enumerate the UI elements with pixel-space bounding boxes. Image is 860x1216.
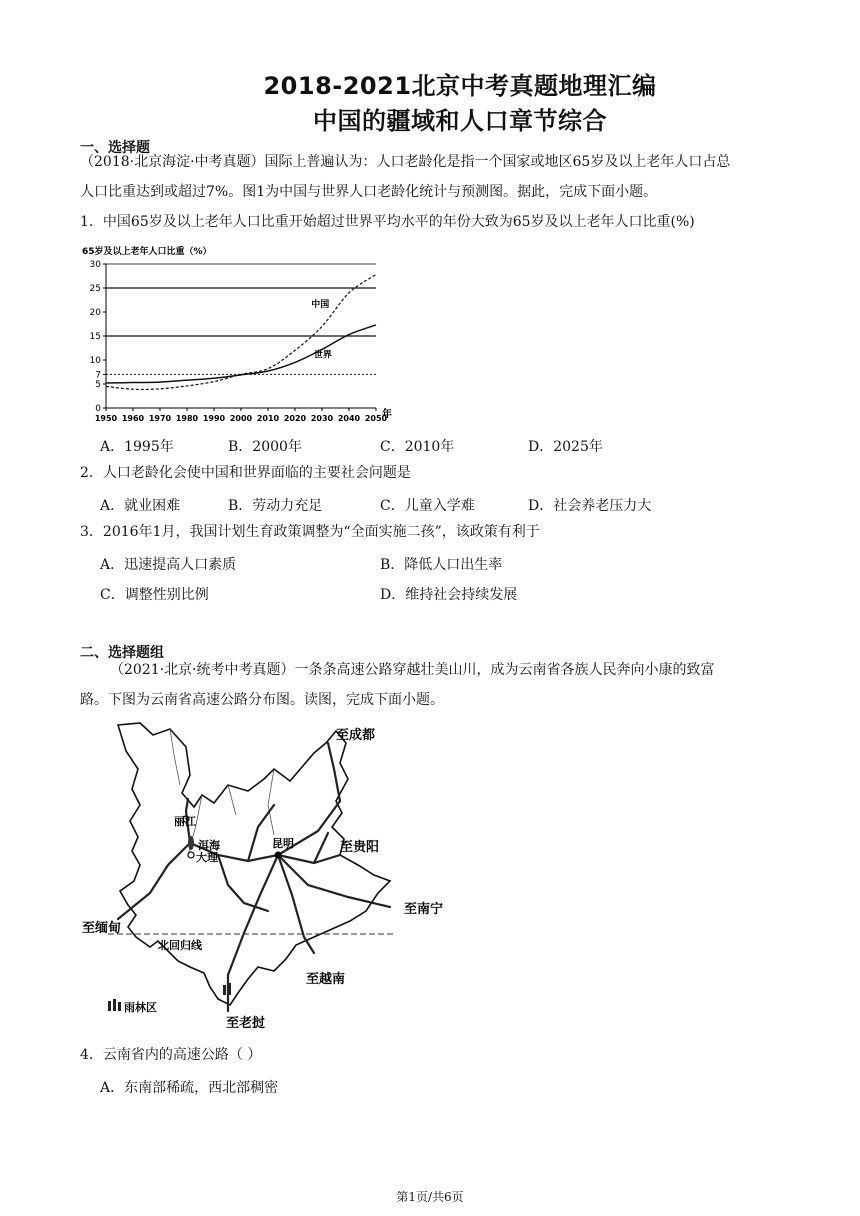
series-line-china	[106, 275, 376, 390]
yunnan-highway-map	[78, 715, 498, 1035]
section1-intro-line2: 人口比重达到或超过7%。图1为中国与世界人口老龄化统计与预测图。据此，完成下面小题。	[80, 184, 658, 200]
kunming-dot	[275, 852, 282, 859]
label-dali: 大理	[196, 851, 218, 864]
y-tick-label: 5	[95, 380, 101, 390]
y-tick-label: 10	[89, 356, 101, 366]
q2-option-b[interactable]: B．劳动力充足	[228, 498, 323, 514]
page-subtitle: 中国的疆域和人口章节综合	[313, 107, 607, 135]
x-tick-label: 2010	[256, 414, 280, 423]
q3-option-d[interactable]: D．维持社会持续发展	[380, 587, 518, 603]
q3-option-b[interactable]: B．降低人口出生率	[380, 557, 503, 573]
y-tick-label: 25	[89, 284, 101, 294]
x-tick-label: 2030	[310, 414, 334, 423]
label-to-chengdu: 至成都	[336, 728, 376, 743]
q3-option-a[interactable]: A．迅速提高人口素质	[100, 557, 237, 573]
x-tick-label: 1950	[94, 414, 118, 423]
province-outline	[118, 723, 390, 1005]
x-tick-label: 2040	[337, 414, 361, 423]
y-tick-label: 7	[95, 370, 101, 381]
y-tick-label: 30	[89, 260, 101, 270]
q4-option-a[interactable]: A．东南部稀疏，西北部稠密	[100, 1080, 279, 1096]
x-tick-label: 1970	[148, 414, 172, 423]
y-tick-label: 0	[95, 404, 101, 414]
q3-option-c[interactable]: C．调整性别比例	[100, 587, 209, 603]
section1-intro-line1: （2018·北京海淀·中考真题）国际上普遍认为：人口老龄化是指一个国家或地区65岁及以上老年人口占总	[80, 154, 731, 170]
y-tick-label: 20	[89, 308, 101, 318]
section-heading-group: 二、选择题组	[80, 645, 164, 661]
q1-option-d[interactable]: D．2025年	[528, 439, 603, 455]
x-tick-label: 1990	[202, 414, 226, 423]
x-tick-label: 1980	[175, 414, 199, 423]
label-rainforest: 雨林区	[124, 1001, 157, 1014]
q3-stem: 3．2016年1月，我国计划生育政策调整为“全面实施二孩”，该政策有利于	[80, 524, 540, 540]
q1-option-c[interactable]: C．2010年	[380, 439, 455, 455]
label-tropic: 北回归线	[158, 939, 202, 952]
section2-intro-line1: （2021·北京·统考中考真题）一条条高速公路穿越壮美山川，成为云南省各族人民奔向小康的致富	[110, 662, 715, 678]
q2-option-c[interactable]: C．儿童入学难	[380, 498, 475, 514]
section-heading-choice: 一、选择题	[80, 140, 150, 156]
label-erhai: 洱海	[198, 839, 220, 852]
x-axis-unit: 年	[382, 409, 392, 420]
label-to-nanning: 至南宁	[404, 902, 444, 917]
x-tick-label: 1960	[121, 414, 145, 423]
series-label-world: 世界	[313, 350, 332, 361]
x-tick-label: 2050	[364, 414, 388, 423]
q2-option-a[interactable]: A．就业困难	[100, 498, 181, 514]
x-tick-label: 2020	[283, 414, 307, 423]
label-to-laos: 至老挝	[226, 1016, 266, 1031]
q1-option-a[interactable]: A．1995年	[100, 439, 174, 455]
erhai-lake	[188, 836, 194, 850]
page-number: 第1页/共6页	[396, 1190, 464, 1204]
highway-west-link	[218, 855, 268, 911]
q2-stem: 2．人口老龄化会使中国和世界面临的主要社会问题是	[80, 465, 411, 481]
q1-stem: 1．中国65岁及以上老年人口比重开始超过世界平均水平的年份大致为65岁及以上老年人口比重(%)	[80, 214, 695, 230]
q2-option-d[interactable]: D．社会养老压力大	[528, 498, 652, 514]
page-title: 2018-2021北京中考真题地理汇编	[263, 72, 657, 100]
dali-dot	[188, 852, 194, 858]
label-to-vietnam: 至越南	[306, 972, 346, 987]
label-to-guiyang: 至贵阳	[340, 840, 380, 855]
q1-option-b[interactable]: B．2000年	[228, 439, 302, 455]
label-lijiang: 丽江	[174, 815, 196, 828]
chart-title: 65岁及以上老年人口比重（%）	[82, 247, 212, 257]
y-tick-label: 15	[89, 332, 101, 342]
highway-to-vietnam	[278, 855, 314, 953]
q4-stem: 4．云南省内的高速公路（ ）	[80, 1047, 262, 1063]
highway-to-laos	[228, 855, 278, 1011]
label-to-myanmar: 至缅甸	[82, 921, 122, 936]
aging-chart	[78, 240, 418, 425]
highway-to-myanmar	[118, 843, 190, 919]
section2-intro-line2: 路。下图为云南省高速公路分布图。读图，完成下面小题。	[80, 692, 444, 708]
x-tick-label: 2000	[229, 414, 253, 423]
series-label-china: 中国	[311, 300, 330, 311]
highway-links	[248, 805, 328, 863]
chart-reference-lines	[106, 288, 376, 374]
label-kunming: 昆明	[272, 837, 294, 850]
highway-to-guiyang	[278, 855, 340, 863]
